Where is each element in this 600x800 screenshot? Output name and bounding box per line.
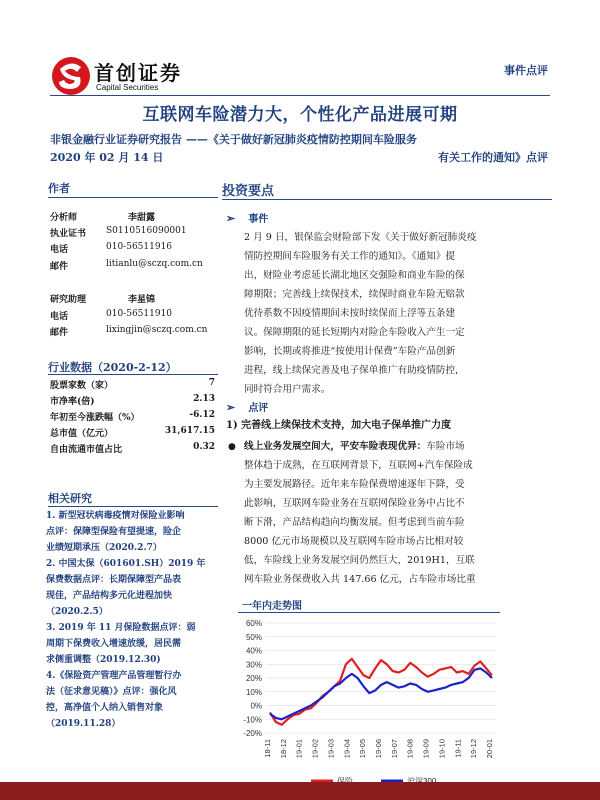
x-tick-label: 19-01	[294, 739, 304, 759]
report-title: 互联网车险潜力大，个性化产品进展可期	[142, 105, 458, 125]
report-date: 2020 年 02 月 14 日	[50, 151, 164, 164]
assistant-email[interactable]: 邮件 lixingjin@sczq.com.cn	[50, 325, 208, 338]
bullet-paragraph-first-line: 线上业务发展空间大，平安车险表现优异：车险市场	[244, 441, 465, 452]
logo-text-cn: 首创证券	[94, 61, 182, 85]
x-tick-label: 19-07	[389, 739, 399, 759]
related-research-heading: 相关研究	[48, 492, 92, 505]
x-tick-label: 19-06	[374, 739, 383, 759]
x-tick-label: 19-04	[342, 739, 352, 759]
arrow-right-icon: ➢	[226, 212, 236, 225]
assistant-name: 李星锦	[127, 295, 155, 305]
industry-data-heading: 行业数据（2020-2-12）	[48, 361, 177, 374]
x-tick-label: 18-12	[278, 739, 288, 759]
industry-row: 自由流通市值占比 0.32	[50, 442, 215, 455]
y-tick-label: 50%	[245, 632, 262, 642]
research-item-2[interactable]: 2. 中国太保（601601.SH）2019 年 保费数据点评：长期保障型产品表 现佳，产品结构多元化进程加快 （2020.2.5）	[46, 559, 206, 617]
footer-bar	[0, 782, 600, 800]
arrow-right-icon: ➢	[226, 401, 236, 414]
comment-section-label: ➢ 点评	[226, 401, 269, 414]
x-tick-label: 19-08	[405, 739, 415, 759]
chart-title-divider	[238, 612, 500, 613]
research-item-4[interactable]: 4.《保险资产管理产品管理暂行办 法（征求意见稿）》点评：强化风 控，高净值个人纳入销售对象 （2019.11.28）	[46, 671, 182, 729]
x-tick-label: 20-01	[485, 739, 494, 759]
y-tick-label: 20%	[245, 674, 262, 683]
y-tick-label: -20%	[243, 729, 262, 738]
bullet-icon: ●	[228, 442, 236, 452]
x-tick-label: 19-11	[453, 739, 463, 758]
logo-text-en: Capital Securities	[96, 83, 159, 92]
highlights-divider	[222, 199, 552, 200]
x-tick-label: 19-12	[469, 739, 479, 759]
author-phone: 电话 010-56511916	[50, 242, 173, 255]
report-subtitle-line2: 有关工作的通知》点评	[438, 151, 548, 164]
industry-divider	[48, 374, 218, 375]
y-tick-label: 60%	[245, 619, 262, 628]
investment-highlights-heading: 投资要点	[222, 184, 275, 199]
research-item-1[interactable]: 1. 新型冠状病毒疫情对保险业影响 点评：保障型保险有望提速，险企 业绩短期承压（2020.2.7）	[46, 511, 185, 553]
author-divider	[48, 197, 218, 198]
trend-chart	[228, 615, 508, 780]
research-divider	[48, 506, 218, 507]
author-analyst: 分析师 李甜露	[50, 210, 215, 223]
author-heading: 作者	[48, 182, 70, 195]
report-subtitle-line1: 非银金融行业证券研究报告 ——《关于做好新冠肺炎疫情防控期间车险服务	[50, 133, 417, 146]
x-tick-label: 18-11	[263, 739, 272, 758]
industry-row: 股票家数（家） 7	[50, 378, 215, 391]
industry-row: 年初至今涨跌幅（%） -6.12	[50, 410, 215, 423]
y-tick-label: 30%	[245, 660, 262, 670]
chart-title: 一年内走势图	[242, 601, 302, 612]
y-tick-label: 0%	[250, 701, 262, 711]
company-logo	[50, 55, 190, 97]
report-type-label: 事件点评	[504, 64, 548, 77]
author-license: 执业证书 S0110516090001	[50, 226, 187, 239]
industry-row: 总市值（亿元） 31,617.15	[50, 426, 215, 439]
y-tick-label: -10%	[243, 715, 262, 725]
x-tick-label: 19-05	[358, 739, 368, 759]
analyst-name: 李甜露	[127, 213, 155, 223]
y-tick-label: 40%	[245, 646, 262, 656]
y-tick-label: 10%	[245, 687, 262, 697]
author-email[interactable]: 邮件 litianlu@sczq.com.cn	[50, 259, 203, 272]
point-1-heading: 1) 完善线上续保技术支持，加大电子保单推广力度	[226, 420, 452, 431]
event-section-label: ➢ 事件	[226, 212, 269, 225]
x-tick-label: 19-02	[310, 739, 320, 759]
assistant-row: 研究助理 李星锦	[50, 292, 215, 305]
x-tick-label: 19-09	[421, 739, 431, 759]
header-divider	[50, 95, 550, 96]
x-tick-label: 19-10	[437, 739, 447, 759]
research-item-3[interactable]: 3. 2019 年 11 月保险数据点评：弱 周期下保费收入增速放缓，居民需 求侧重调整（2019.12.30)	[46, 623, 196, 665]
industry-row: 市净率(倍) 2.13	[50, 394, 215, 407]
x-tick-label: 19-03	[326, 739, 336, 759]
assistant-phone: 电话 010-56511910	[50, 309, 173, 322]
